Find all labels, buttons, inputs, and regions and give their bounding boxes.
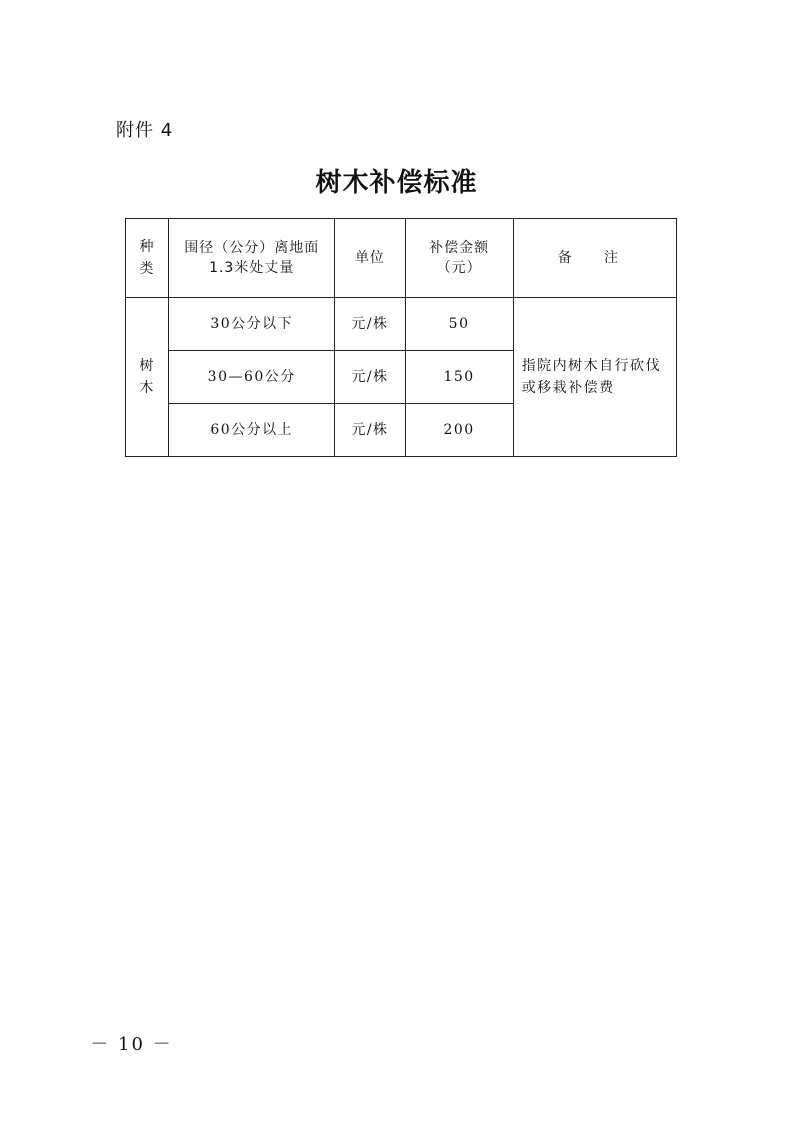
girth-cell: 60公分以上 bbox=[169, 404, 335, 457]
category-label: 树木 bbox=[139, 358, 155, 396]
category-cell bbox=[126, 298, 169, 457]
header-amount-label: 补偿金额（元） bbox=[429, 240, 490, 276]
document-title: 树木补偿标准 bbox=[315, 168, 478, 198]
note-cell: 指院内树木自行砍伐或移栽补偿费 bbox=[513, 298, 676, 457]
amount-cell: 200 bbox=[405, 404, 513, 457]
table-row bbox=[126, 298, 677, 351]
header-note-label: 备 注 bbox=[557, 250, 633, 266]
unit-cell: 元/株 bbox=[335, 404, 405, 457]
compensation-table bbox=[125, 218, 677, 457]
header-type bbox=[126, 219, 169, 298]
header-note bbox=[513, 219, 676, 298]
header-girth bbox=[169, 219, 335, 298]
unit-cell: 元/株 bbox=[335, 298, 405, 351]
table-header-row bbox=[126, 219, 677, 298]
unit-cell: 元/株 bbox=[335, 351, 405, 404]
amount-cell: 150 bbox=[405, 351, 513, 404]
header-type-label: 种类 bbox=[139, 239, 155, 277]
girth-cell: 30—60公分 bbox=[169, 351, 335, 404]
amount-cell: 50 bbox=[405, 298, 513, 351]
header-amount bbox=[405, 219, 513, 298]
header-unit: 单位 bbox=[335, 219, 405, 298]
attachment-label: 附件 4 bbox=[116, 120, 174, 141]
page-number: － 10 － bbox=[90, 1034, 173, 1055]
girth-cell: 30公分以下 bbox=[169, 298, 335, 351]
header-girth-label: 围径（公分）离地面1.3米处丈量 bbox=[184, 240, 320, 276]
